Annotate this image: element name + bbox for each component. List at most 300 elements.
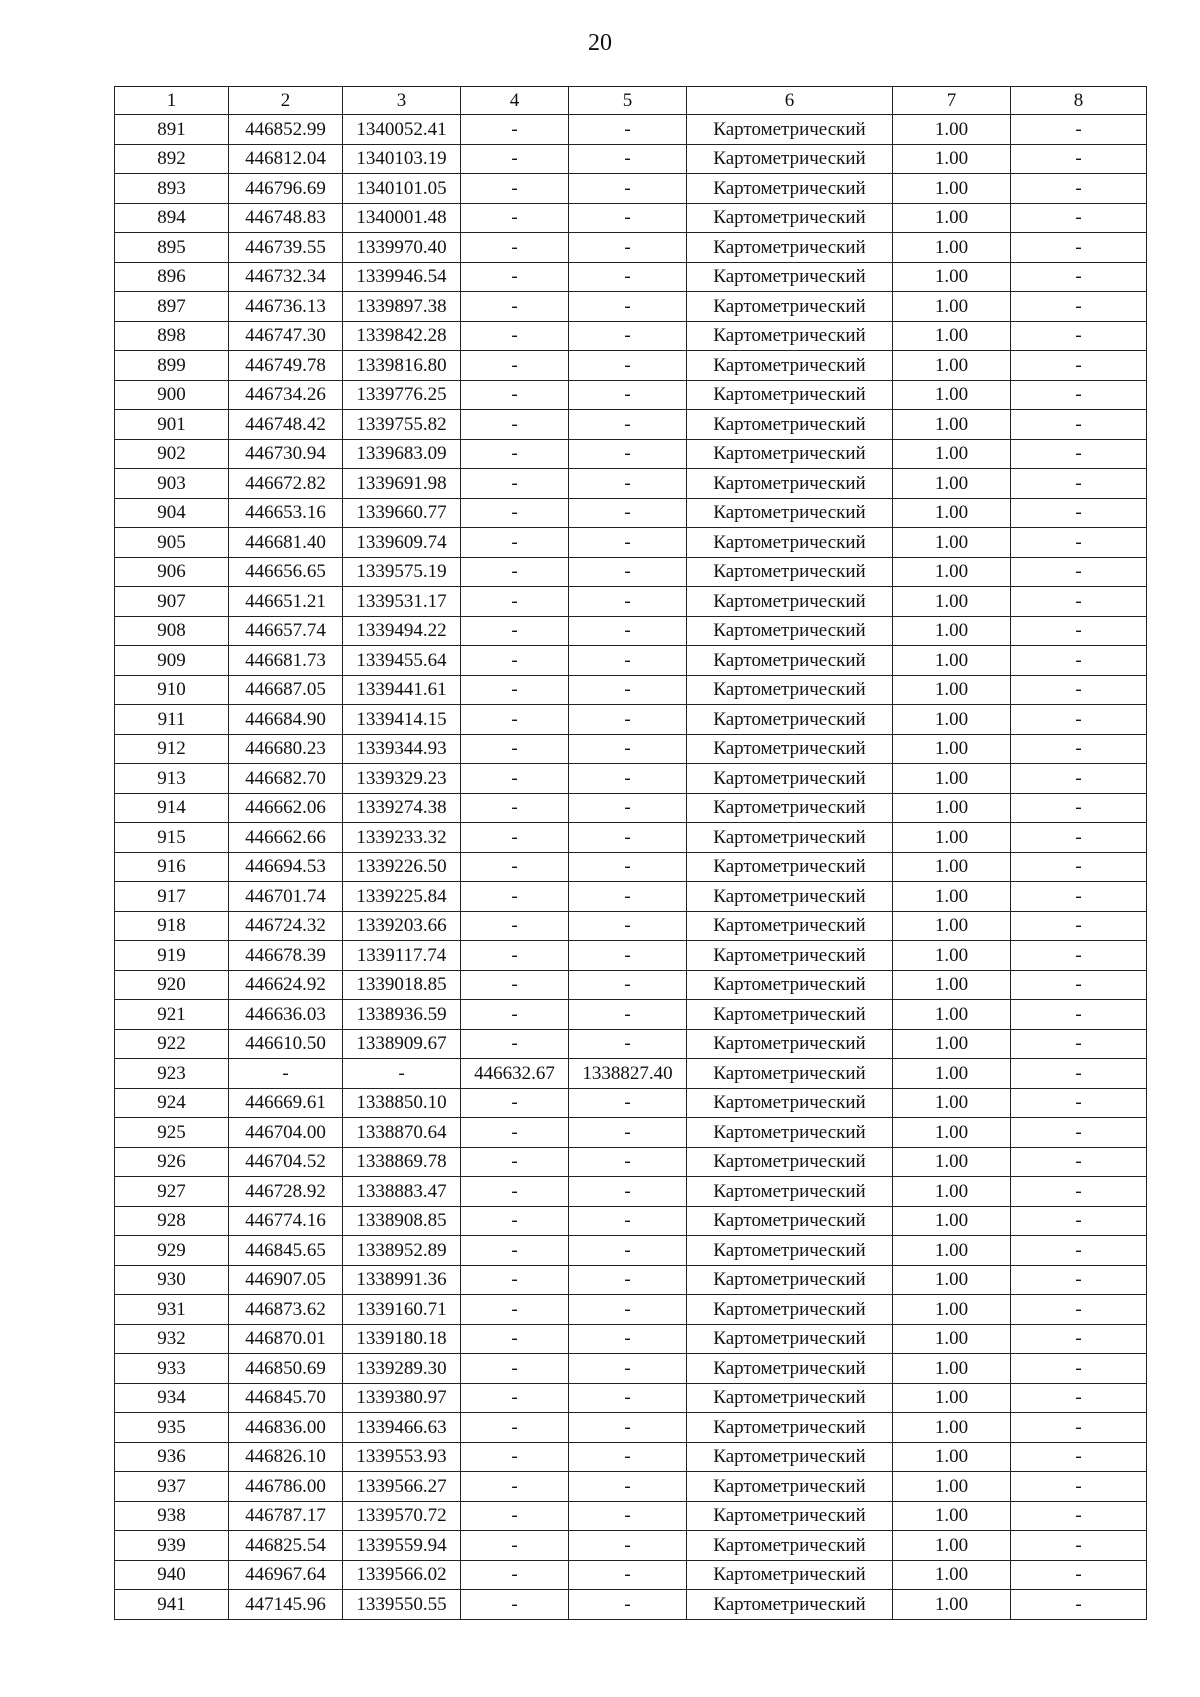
table-row [115, 1118, 1147, 1148]
point-number-cell: 911 [115, 705, 229, 735]
y-coordinate-cell: 1339660.77 [343, 498, 461, 528]
column-header: 2 [229, 87, 343, 115]
y-coordinate-alt-cell: - [569, 1383, 687, 1413]
x-coordinate-alt-cell: - [461, 439, 569, 469]
y-coordinate-alt-cell: - [569, 1442, 687, 1472]
x-coordinate-cell: 446836.00 [229, 1413, 343, 1443]
table-row [115, 439, 1147, 469]
table-row [115, 144, 1147, 174]
x-coordinate-cell: 446728.92 [229, 1177, 343, 1207]
point-number-cell: 929 [115, 1236, 229, 1266]
y-coordinate-cell: 1339274.38 [343, 793, 461, 823]
x-coordinate-alt-cell: - [461, 1177, 569, 1207]
accuracy-cell: 1.00 [893, 1590, 1011, 1620]
y-coordinate-cell: 1340052.41 [343, 115, 461, 145]
table-row [115, 292, 1147, 322]
table-row [115, 1501, 1147, 1531]
description-cell: - [1011, 1029, 1147, 1059]
accuracy-cell: 1.00 [893, 1265, 1011, 1295]
table-row [115, 410, 1147, 440]
y-coordinate-alt-cell: - [569, 1177, 687, 1207]
y-coordinate-alt-cell: - [569, 380, 687, 410]
description-cell: - [1011, 970, 1147, 1000]
y-coordinate-cell: 1339414.15 [343, 705, 461, 735]
x-coordinate-cell: 446845.65 [229, 1236, 343, 1266]
table-row [115, 1472, 1147, 1502]
description-cell: - [1011, 1206, 1147, 1236]
y-coordinate-cell: 1339203.66 [343, 911, 461, 941]
table-row [115, 1000, 1147, 1030]
y-coordinate-alt-cell: - [569, 1265, 687, 1295]
method-cell: Картометрический [687, 1295, 893, 1325]
point-number-cell: 938 [115, 1501, 229, 1531]
point-number-cell: 909 [115, 646, 229, 676]
y-coordinate-cell: 1339180.18 [343, 1324, 461, 1354]
description-cell: - [1011, 941, 1147, 971]
accuracy-cell: 1.00 [893, 1118, 1011, 1148]
x-coordinate-alt-cell: - [461, 941, 569, 971]
table-row [115, 882, 1147, 912]
method-cell: Картометрический [687, 1059, 893, 1089]
x-coordinate-cell: 446730.94 [229, 439, 343, 469]
method-cell: Картометрический [687, 1501, 893, 1531]
point-number-cell: 919 [115, 941, 229, 971]
accuracy-cell: 1.00 [893, 1236, 1011, 1266]
x-coordinate-cell: 446662.66 [229, 823, 343, 853]
y-coordinate-cell: 1339455.64 [343, 646, 461, 676]
x-coordinate-cell: 446687.05 [229, 675, 343, 705]
method-cell: Картометрический [687, 1531, 893, 1561]
accuracy-cell: 1.00 [893, 115, 1011, 145]
x-coordinate-alt-cell: - [461, 1324, 569, 1354]
x-coordinate-alt-cell: - [461, 823, 569, 853]
x-coordinate-alt-cell: - [461, 1442, 569, 1472]
y-coordinate-alt-cell: - [569, 734, 687, 764]
table-row [115, 793, 1147, 823]
method-cell: Картометрический [687, 764, 893, 794]
description-cell: - [1011, 498, 1147, 528]
column-header: 3 [343, 87, 461, 115]
y-coordinate-cell: 1338991.36 [343, 1265, 461, 1295]
accuracy-cell: 1.00 [893, 292, 1011, 322]
y-coordinate-cell: 1339683.09 [343, 439, 461, 469]
y-coordinate-alt-cell: - [569, 823, 687, 853]
y-coordinate-cell: 1339816.80 [343, 351, 461, 381]
method-cell: Картометрический [687, 1088, 893, 1118]
x-coordinate-cell: 446678.39 [229, 941, 343, 971]
accuracy-cell: 1.00 [893, 1472, 1011, 1502]
y-coordinate-cell: 1339329.23 [343, 764, 461, 794]
method-cell: Картометрический [687, 911, 893, 941]
x-coordinate-cell: 446669.61 [229, 1088, 343, 1118]
x-coordinate-alt-cell: - [461, 1383, 569, 1413]
x-coordinate-alt-cell: - [461, 1088, 569, 1118]
method-cell: Картометрический [687, 1265, 893, 1295]
table-row [115, 498, 1147, 528]
x-coordinate-alt-cell: - [461, 469, 569, 499]
method-cell: Картометрический [687, 1354, 893, 1384]
method-cell: Картометрический [687, 1383, 893, 1413]
y-coordinate-cell: 1339842.28 [343, 321, 461, 351]
x-coordinate-cell: 446736.13 [229, 292, 343, 322]
method-cell: Картометрический [687, 528, 893, 558]
x-coordinate-alt-cell: - [461, 734, 569, 764]
y-coordinate-alt-cell: - [569, 262, 687, 292]
table-row [115, 1383, 1147, 1413]
description-cell: - [1011, 1472, 1147, 1502]
y-coordinate-cell: 1339691.98 [343, 469, 461, 499]
y-coordinate-alt-cell: - [569, 1531, 687, 1561]
method-cell: Картометрический [687, 1029, 893, 1059]
y-coordinate-alt-cell: - [569, 203, 687, 233]
x-coordinate-alt-cell: - [461, 380, 569, 410]
y-coordinate-cell: 1339380.97 [343, 1383, 461, 1413]
point-number-cell: 933 [115, 1354, 229, 1384]
description-cell: - [1011, 557, 1147, 587]
description-cell: - [1011, 852, 1147, 882]
y-coordinate-alt-cell: - [569, 233, 687, 263]
table-row [115, 351, 1147, 381]
y-coordinate-cell: 1339755.82 [343, 410, 461, 440]
method-cell: Картометрический [687, 557, 893, 587]
description-cell: - [1011, 1413, 1147, 1443]
method-cell: Картометрический [687, 469, 893, 499]
y-coordinate-alt-cell: - [569, 351, 687, 381]
description-cell: - [1011, 292, 1147, 322]
method-cell: Картометрический [687, 1560, 893, 1590]
accuracy-cell: 1.00 [893, 1177, 1011, 1207]
y-coordinate-cell: 1339609.74 [343, 528, 461, 558]
y-coordinate-alt-cell: - [569, 675, 687, 705]
x-coordinate-alt-cell: - [461, 1295, 569, 1325]
accuracy-cell: 1.00 [893, 1354, 1011, 1384]
y-coordinate-alt-cell: - [569, 1590, 687, 1620]
table-row [115, 1236, 1147, 1266]
point-number-cell: 904 [115, 498, 229, 528]
description-cell: - [1011, 734, 1147, 764]
point-number-cell: 899 [115, 351, 229, 381]
table-row [115, 1295, 1147, 1325]
point-number-cell: 903 [115, 469, 229, 499]
description-cell: - [1011, 823, 1147, 853]
accuracy-cell: 1.00 [893, 1147, 1011, 1177]
description-cell: - [1011, 646, 1147, 676]
point-number-cell: 900 [115, 380, 229, 410]
y-coordinate-alt-cell: - [569, 616, 687, 646]
table-row [115, 587, 1147, 617]
x-coordinate-cell: 446704.00 [229, 1118, 343, 1148]
x-coordinate-cell: 446787.17 [229, 1501, 343, 1531]
x-coordinate-cell: 446826.10 [229, 1442, 343, 1472]
x-coordinate-cell: 446748.83 [229, 203, 343, 233]
table-row [115, 233, 1147, 263]
x-coordinate-alt-cell: - [461, 1590, 569, 1620]
table-row [115, 1354, 1147, 1384]
y-coordinate-cell: 1339575.19 [343, 557, 461, 587]
y-coordinate-cell: 1339018.85 [343, 970, 461, 1000]
description-cell: - [1011, 675, 1147, 705]
accuracy-cell: 1.00 [893, 1413, 1011, 1443]
x-coordinate-cell: 446873.62 [229, 1295, 343, 1325]
x-coordinate-cell: 446870.01 [229, 1324, 343, 1354]
description-cell: - [1011, 528, 1147, 558]
point-number-cell: 932 [115, 1324, 229, 1354]
accuracy-cell: 1.00 [893, 557, 1011, 587]
y-coordinate-cell: 1338870.64 [343, 1118, 461, 1148]
method-cell: Картометрический [687, 1236, 893, 1266]
x-coordinate-cell: 446907.05 [229, 1265, 343, 1295]
description-cell: - [1011, 705, 1147, 735]
accuracy-cell: 1.00 [893, 144, 1011, 174]
x-coordinate-cell: 446732.34 [229, 262, 343, 292]
accuracy-cell: 1.00 [893, 1059, 1011, 1089]
y-coordinate-alt-cell: - [569, 144, 687, 174]
y-coordinate-alt-cell: - [569, 1118, 687, 1148]
accuracy-cell: 1.00 [893, 1531, 1011, 1561]
accuracy-cell: 1.00 [893, 675, 1011, 705]
table-row [115, 528, 1147, 558]
description-cell: - [1011, 1059, 1147, 1089]
x-coordinate-alt-cell: - [461, 1472, 569, 1502]
method-cell: Картометрический [687, 351, 893, 381]
coordinates-table [114, 86, 1147, 1620]
method-cell: Картометрический [687, 646, 893, 676]
x-coordinate-alt-cell: - [461, 233, 569, 263]
description-cell: - [1011, 1501, 1147, 1531]
x-coordinate-alt-cell: - [461, 557, 569, 587]
point-number-cell: 917 [115, 882, 229, 912]
accuracy-cell: 1.00 [893, 1088, 1011, 1118]
y-coordinate-cell: 1338850.10 [343, 1088, 461, 1118]
y-coordinate-alt-cell: - [569, 882, 687, 912]
table-row [115, 675, 1147, 705]
x-coordinate-alt-cell: - [461, 321, 569, 351]
point-number-cell: 898 [115, 321, 229, 351]
accuracy-cell: 1.00 [893, 970, 1011, 1000]
table-row [115, 616, 1147, 646]
point-number-cell: 891 [115, 115, 229, 145]
accuracy-cell: 1.00 [893, 439, 1011, 469]
table-row [115, 321, 1147, 351]
table-row [115, 557, 1147, 587]
method-cell: Картометрический [687, 1000, 893, 1030]
x-coordinate-cell: 446681.40 [229, 528, 343, 558]
description-cell: - [1011, 410, 1147, 440]
method-cell: Картометрический [687, 410, 893, 440]
y-coordinate-cell: 1339566.02 [343, 1560, 461, 1590]
description-cell: - [1011, 1236, 1147, 1266]
y-coordinate-alt-cell: - [569, 941, 687, 971]
description-cell: - [1011, 1324, 1147, 1354]
method-cell: Картометрический [687, 1147, 893, 1177]
x-coordinate-cell: 446682.70 [229, 764, 343, 794]
method-cell: Картометрический [687, 262, 893, 292]
accuracy-cell: 1.00 [893, 410, 1011, 440]
table-row [115, 380, 1147, 410]
accuracy-cell: 1.00 [893, 646, 1011, 676]
description-cell: - [1011, 144, 1147, 174]
description-cell: - [1011, 764, 1147, 794]
description-cell: - [1011, 793, 1147, 823]
method-cell: Картометрический [687, 115, 893, 145]
x-coordinate-cell: 446672.82 [229, 469, 343, 499]
y-coordinate-alt-cell: 1338827.40 [569, 1059, 687, 1089]
x-coordinate-alt-cell: - [461, 1118, 569, 1148]
point-number-cell: 926 [115, 1147, 229, 1177]
x-coordinate-cell: 446680.23 [229, 734, 343, 764]
y-coordinate-cell: 1338936.59 [343, 1000, 461, 1030]
point-number-cell: 896 [115, 262, 229, 292]
y-coordinate-alt-cell: - [569, 1088, 687, 1118]
x-coordinate-cell: 446774.16 [229, 1206, 343, 1236]
table-body [115, 115, 1147, 1620]
x-coordinate-cell: 446747.30 [229, 321, 343, 351]
x-coordinate-alt-cell: - [461, 1029, 569, 1059]
accuracy-cell: 1.00 [893, 734, 1011, 764]
table-row [115, 823, 1147, 853]
table-row [115, 1059, 1147, 1089]
y-coordinate-alt-cell: - [569, 587, 687, 617]
x-coordinate-cell: 446812.04 [229, 144, 343, 174]
y-coordinate-cell: 1338869.78 [343, 1147, 461, 1177]
x-coordinate-alt-cell: - [461, 144, 569, 174]
accuracy-cell: 1.00 [893, 911, 1011, 941]
x-coordinate-alt-cell: - [461, 1000, 569, 1030]
y-coordinate-alt-cell: - [569, 793, 687, 823]
x-coordinate-cell: 446681.73 [229, 646, 343, 676]
x-coordinate-alt-cell: - [461, 852, 569, 882]
description-cell: - [1011, 1088, 1147, 1118]
point-number-cell: 936 [115, 1442, 229, 1472]
method-cell: Картометрический [687, 1590, 893, 1620]
y-coordinate-alt-cell: - [569, 705, 687, 735]
point-number-cell: 915 [115, 823, 229, 853]
x-coordinate-cell: 446825.54 [229, 1531, 343, 1561]
y-coordinate-cell: 1339559.94 [343, 1531, 461, 1561]
x-coordinate-alt-cell: - [461, 1265, 569, 1295]
x-coordinate-cell: 446657.74 [229, 616, 343, 646]
column-header: 4 [461, 87, 569, 115]
method-cell: Картометрический [687, 174, 893, 204]
point-number-cell: 937 [115, 1472, 229, 1502]
description-cell: - [1011, 262, 1147, 292]
y-coordinate-alt-cell: - [569, 528, 687, 558]
description-cell: - [1011, 1177, 1147, 1207]
x-coordinate-cell: 446852.99 [229, 115, 343, 145]
method-cell: Картометрический [687, 675, 893, 705]
point-number-cell: 930 [115, 1265, 229, 1295]
column-header: 8 [1011, 87, 1147, 115]
x-coordinate-alt-cell: - [461, 646, 569, 676]
x-coordinate-cell: 446653.16 [229, 498, 343, 528]
accuracy-cell: 1.00 [893, 852, 1011, 882]
y-coordinate-cell: 1339344.93 [343, 734, 461, 764]
point-number-cell: 912 [115, 734, 229, 764]
x-coordinate-alt-cell: 446632.67 [461, 1059, 569, 1089]
x-coordinate-cell: 446656.65 [229, 557, 343, 587]
point-number-cell: 907 [115, 587, 229, 617]
y-coordinate-alt-cell: - [569, 115, 687, 145]
point-number-cell: 918 [115, 911, 229, 941]
x-coordinate-alt-cell: - [461, 911, 569, 941]
point-number-cell: 914 [115, 793, 229, 823]
x-coordinate-alt-cell: - [461, 498, 569, 528]
description-cell: - [1011, 380, 1147, 410]
description-cell: - [1011, 233, 1147, 263]
method-cell: Картометрический [687, 852, 893, 882]
method-cell: Картометрический [687, 1413, 893, 1443]
page-number: 20 [588, 30, 612, 56]
method-cell: Картометрический [687, 1324, 893, 1354]
x-coordinate-cell: 446610.50 [229, 1029, 343, 1059]
point-number-cell: 921 [115, 1000, 229, 1030]
accuracy-cell: 1.00 [893, 1324, 1011, 1354]
y-coordinate-alt-cell: - [569, 970, 687, 1000]
y-coordinate-alt-cell: - [569, 498, 687, 528]
table-row [115, 941, 1147, 971]
point-number-cell: 897 [115, 292, 229, 322]
x-coordinate-alt-cell: - [461, 675, 569, 705]
method-cell: Картометрический [687, 734, 893, 764]
y-coordinate-alt-cell: - [569, 1295, 687, 1325]
accuracy-cell: 1.00 [893, 1560, 1011, 1590]
accuracy-cell: 1.00 [893, 1383, 1011, 1413]
accuracy-cell: 1.00 [893, 1029, 1011, 1059]
accuracy-cell: 1.00 [893, 469, 1011, 499]
x-coordinate-alt-cell: - [461, 262, 569, 292]
y-coordinate-cell: 1339441.61 [343, 675, 461, 705]
point-number-cell: 892 [115, 144, 229, 174]
description-cell: - [1011, 174, 1147, 204]
y-coordinate-alt-cell: - [569, 764, 687, 794]
description-cell: - [1011, 115, 1147, 145]
accuracy-cell: 1.00 [893, 203, 1011, 233]
y-coordinate-cell: 1339566.27 [343, 1472, 461, 1502]
point-number-cell: 939 [115, 1531, 229, 1561]
point-number-cell: 910 [115, 675, 229, 705]
y-coordinate-cell: 1339570.72 [343, 1501, 461, 1531]
point-number-cell: 894 [115, 203, 229, 233]
point-number-cell: 927 [115, 1177, 229, 1207]
x-coordinate-alt-cell: - [461, 174, 569, 204]
x-coordinate-cell: 446748.42 [229, 410, 343, 440]
y-coordinate-alt-cell: - [569, 410, 687, 440]
y-coordinate-alt-cell: - [569, 1147, 687, 1177]
x-coordinate-alt-cell: - [461, 203, 569, 233]
y-coordinate-cell: 1339289.30 [343, 1354, 461, 1384]
x-coordinate-alt-cell: - [461, 351, 569, 381]
method-cell: Картометрический [687, 941, 893, 971]
description-cell: - [1011, 587, 1147, 617]
x-coordinate-cell: 446704.52 [229, 1147, 343, 1177]
x-coordinate-cell: 446694.53 [229, 852, 343, 882]
method-cell: Картометрический [687, 882, 893, 912]
table-row [115, 1029, 1147, 1059]
table-row [115, 646, 1147, 676]
y-coordinate-cell: 1340001.48 [343, 203, 461, 233]
y-coordinate-alt-cell: - [569, 646, 687, 676]
y-coordinate-alt-cell: - [569, 1560, 687, 1590]
point-number-cell: 935 [115, 1413, 229, 1443]
method-cell: Картометрический [687, 616, 893, 646]
table-row [115, 174, 1147, 204]
method-cell: Картометрический [687, 587, 893, 617]
y-coordinate-cell: 1339550.55 [343, 1590, 461, 1620]
x-coordinate-cell: 446967.64 [229, 1560, 343, 1590]
table-row [115, 469, 1147, 499]
description-cell: - [1011, 1000, 1147, 1030]
x-coordinate-alt-cell: - [461, 1413, 569, 1443]
